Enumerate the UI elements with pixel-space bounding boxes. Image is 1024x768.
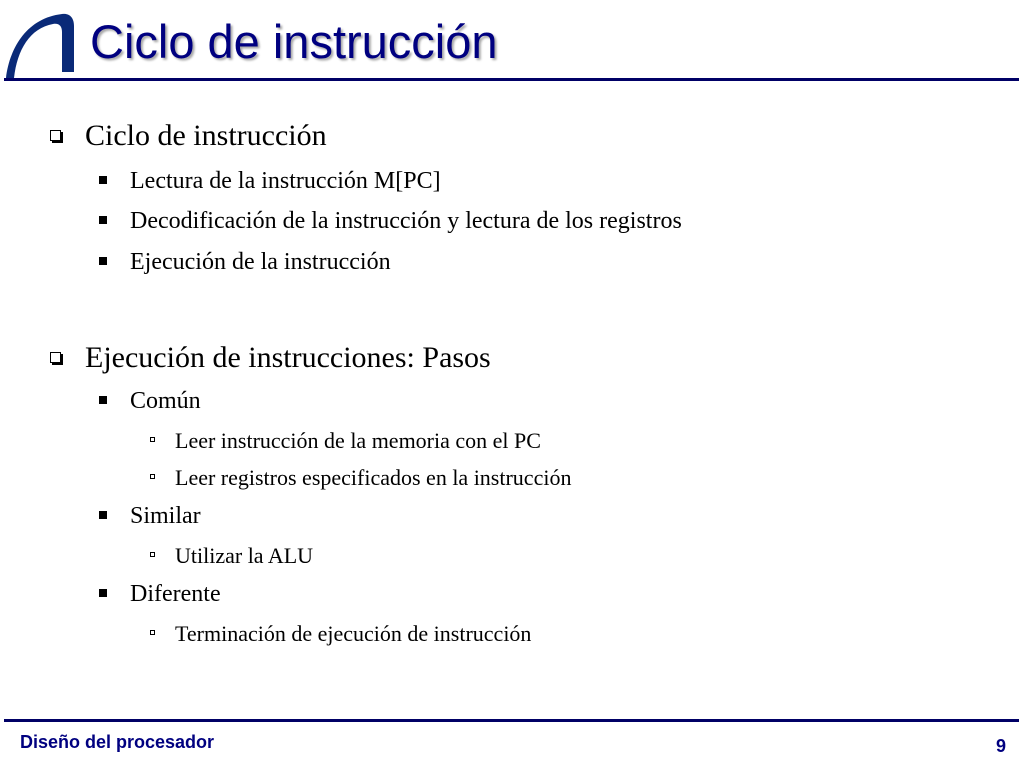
sub-list-item: Terminación de ejecución de instrucción	[175, 621, 532, 646]
section-heading: Ciclo de instrucción	[85, 119, 327, 152]
list-item: Decodificación de la instrucción y lectura de los registros	[130, 208, 682, 234]
list-item: Lectura de la instrucción M[PC]	[130, 168, 441, 194]
square-bullet-icon	[99, 257, 107, 265]
small-square-bullet-icon	[150, 552, 155, 557]
page-number: 9	[995, 736, 1006, 756]
list-item: Diferente	[130, 581, 221, 607]
square-bullet-icon	[99, 216, 107, 224]
sub-list-item: Leer registros especificados en la instrucción	[175, 465, 572, 490]
square-bullet-icon	[99, 589, 107, 597]
list-item: Ejecución de la instrucción	[130, 249, 391, 275]
square-bullet-icon	[99, 396, 107, 404]
section-heading: Ejecución de instrucciones: Pasos	[85, 341, 491, 374]
sub-list-item: Leer instrucción de la memoria con el PC	[175, 428, 541, 453]
hollow-square-bullet-icon	[50, 352, 61, 363]
footer-course-title: Diseño del procesador	[20, 732, 215, 752]
list-item: Común	[130, 388, 201, 414]
small-square-bullet-icon	[150, 630, 155, 635]
sub-list-item: Utilizar la ALU	[175, 543, 314, 568]
square-bullet-icon	[99, 511, 107, 519]
slide-title: Ciclo de instrucción	[90, 15, 498, 68]
list-item: Similar	[130, 503, 201, 529]
hollow-square-bullet-icon	[50, 130, 61, 141]
small-square-bullet-icon	[150, 437, 155, 442]
square-bullet-icon	[99, 176, 107, 184]
footer-divider	[4, 719, 1019, 722]
small-square-bullet-icon	[150, 474, 155, 479]
